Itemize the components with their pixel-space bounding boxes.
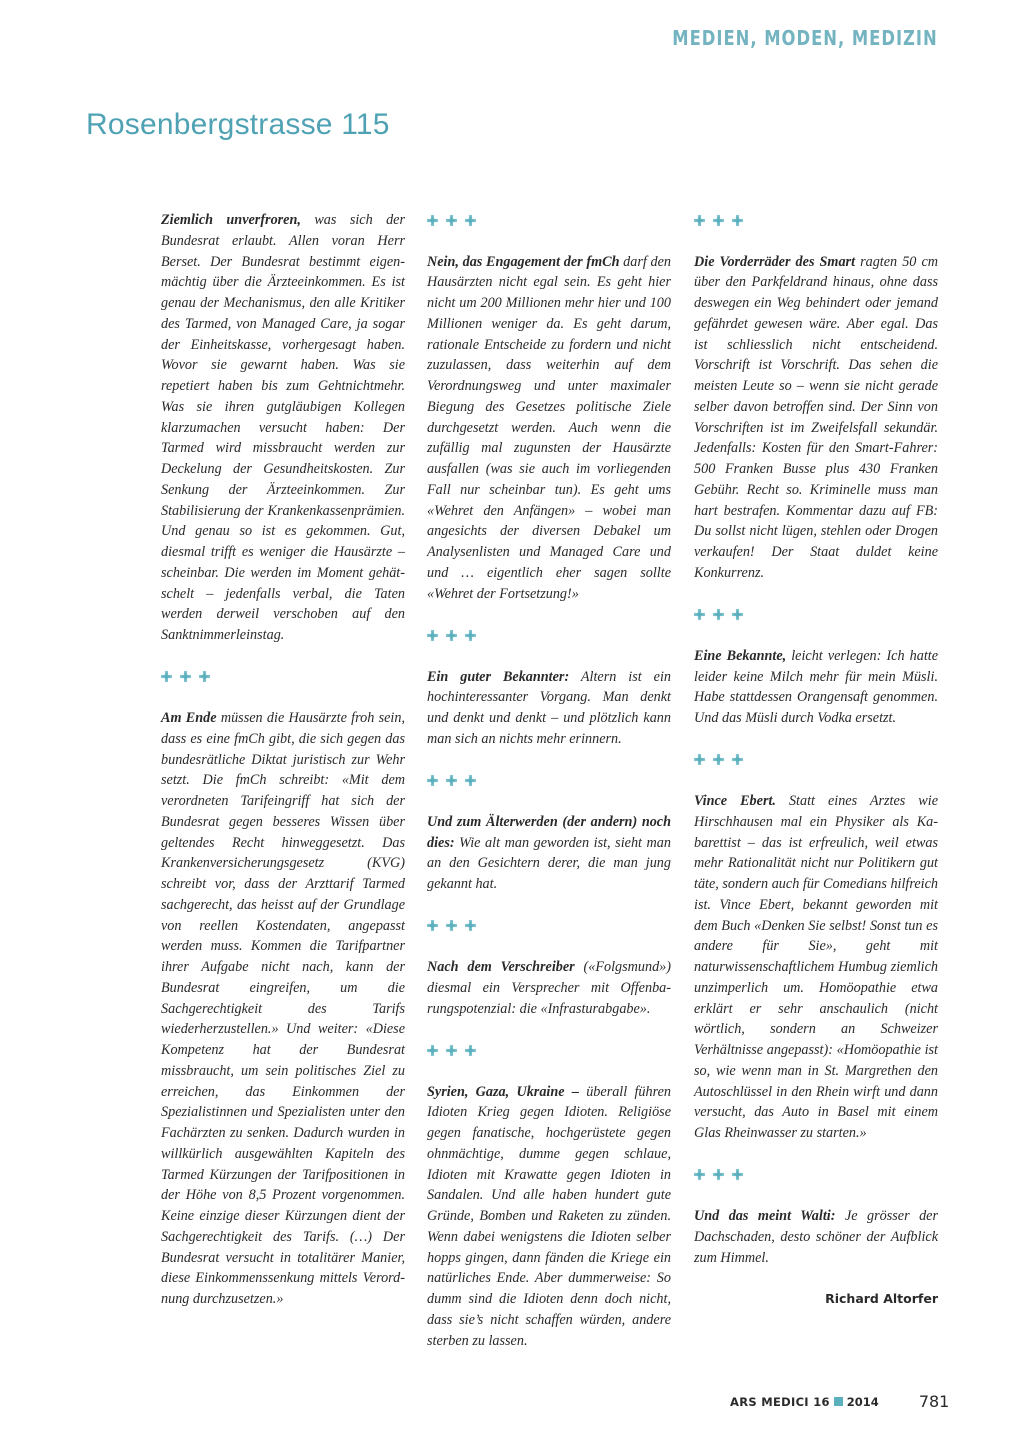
diamond-ornament-icon [446,1045,457,1056]
diamond-ornament-icon [161,671,172,682]
diamond-ornament-icon [427,1045,438,1056]
paragraph-text: müssen die Hausärzte froh sein, dass es eine fmCh gibt, die sich gegen das bundesrätliche Diktat juristisch zur Wehr setzt. Die fmCh schreibt: «Mit dem verordneten Tarifeingriff hat sich der Bundesrat gegen besseres Wissen über geltendes Recht hinweggesetzt. Das Krankenversicherungsgesetz (KVG) schreibt vor, dass der Arzttarif Tarmed sachgerecht, das heisst auf der Grundlage von reellen Kostendaten, angepasst werden muss. Kommen die Tarifpartner ihrer Aufgabe nicht nach, kann der Bundesrat eingreifen, um die Sachgerechtigkeit des Tarifs wiederherzustellen.» Und weiter: «Diese Kompetenz hat der Bundesrat missbraucht, um sein politisches Ziel zu erreichen, das Einkommen der Spezialistinnen und Spezialisten unter den Fachärzten zu senken. Dadurch wurden in willkürlich ausgewählten Kapiteln des Tarmed Kürzungen der Tarifpositionen in der Höhe von 8,5 Prozent vorgenommen. Keine einzige dieser Kürzungen dient der Sachgerechtigkeit des Tarifs. (…) Der Bundesrat versucht in totalitärer Manier, diese Einkommenssenkung mittels Verordnung durchzusetzen.» [161,710,405,1307]
article-paragraph [427,667,671,750]
section-divider [427,916,671,937]
section-header: MEDIEN, MODEN, MEDIZIN [672,26,938,50]
paragraph-lead: Nach dem Verschreiber [427,959,575,975]
diamond-ornament-icon [427,775,438,786]
article-paragraph [694,646,938,729]
paragraph-lead: Am Ende [161,710,217,726]
diamond-ornament-icon [446,775,457,786]
page-title: Rosenbergstrasse 115 [86,108,390,141]
section-divider [427,770,671,791]
column-3 [694,210,938,1310]
section-divider [694,750,938,771]
article-paragraph [694,791,938,1144]
diamond-ornament-icon [427,630,438,641]
diamond-ornament-icon [427,920,438,931]
paragraph-text: leicht verlegen: Ich hatte leider keine Milch mehr für mein Müsli. Habe stattdessen Orangensaft genommen. Und das Müsli durch Vodka ersetzt. [694,647,938,726]
diamond-ornament-icon [694,1169,705,1180]
page-footer [730,1392,949,1411]
diamond-ornament-icon [465,920,476,931]
paragraph-lead: Die Vorderräder des Smart [694,253,856,270]
section-divider [694,1165,938,1186]
section-divider [694,604,938,625]
diamond-ornament-icon [446,920,457,931]
paragraph-lead: Nein, das Engagement der fmCh [427,253,620,270]
article-paragraph [427,252,671,605]
article-paragraph [694,1206,938,1268]
paragraph-text: Wie alt man geworden ist, sieht man an den Gesichtern derer, die man jung gekannt hat. [427,834,671,892]
article-paragraph [427,812,671,895]
footer-year: 2014 [846,1394,879,1409]
article-paragraph [427,957,671,1019]
diamond-ornament-icon [732,754,743,765]
paragraph-lead: Ein guter Bekannter: [427,668,570,685]
diamond-ornament-icon [713,754,724,765]
paragraph-text: Je grösser der Dachschaden, desto schöner der Aufblick zum Himmel. [694,1208,939,1266]
diamond-ornament-icon [694,754,705,765]
paragraph-text: Statt eines Arztes wie Hirschhausen mal ein Physiker als Kabarettist – das ist erfreulich, weil etwas mehr Rationalität nicht nur Politikern gut täte, sondern auch für Comedians hilfreich ist. Vince Ebert, bekannt geworden mit dem Buch «Denken Sie selbst! Sonst tun es andere für Sie», geht mit naturwissenschaftlichem Humbug ziemlich unzimperlich um. Homöopathie etwa erklärt er sehr anschaulich (nicht wörtlich, sondern an Schweizer Verhältnisse angepasst): «Homöopathie ist so, wie wenn man in St. Margrethen den Autoschlüssel in den Rhein wirft und dann versucht, das Auto in Basel mit einem Glas Rheinwasser zu starten.» [694,793,938,1141]
diamond-ornament-icon [465,215,476,226]
paragraph-lead: Vince Ebert. [694,793,776,809]
column-1 [161,210,405,1310]
diamond-ornament-icon [446,215,457,226]
paragraph-lead: Syrien, Gaza, Ukraine – [427,1083,579,1100]
page-number: 781 [918,1392,950,1411]
section-divider [427,625,671,646]
diamond-ornament-icon [446,630,457,641]
diamond-ornament-icon [694,215,705,226]
paragraph-text: Altern ist ein hochinteressanter Vorgang. Man denkt und denkt und denkt – und plötzlich kann man sich an nichts mehr erinnern. [427,668,671,747]
paragraph-lead: Und zum Älterwerden (der andern) noch dies: [427,813,671,851]
diamond-ornament-icon [199,671,210,682]
article-paragraph [427,1082,671,1352]
diamond-ornament-icon [180,671,191,682]
author-name: Richard Altorfer [825,1291,938,1306]
article-paragraph [161,210,405,646]
diamond-ornament-icon [427,215,438,226]
square-icon [834,1397,843,1406]
article-paragraph [694,252,938,584]
paragraph-lead: Ziemlich unverfroren, [161,212,301,228]
diamond-ornament-icon [694,609,705,620]
section-divider [161,667,405,688]
paragraph-text: überall führen Idioten Krieg gegen Idioten. Religiöse gegen fanatische, hochgerüstete gegen ohnmächtige, dumme gegen schlaue, Idioten mit Krawatte gegen Idioten in Sandalen. Und alle haben hundert gute Gründe, Bomben und Raketen zu zünden. Wenn dabei wenigstens die Idioten selber hopps gingen, dann fänden die Kriege ein natürliches Ende. Aber dummerweise: So dumm sind die Idioten denn doch nicht, dass sie’s nicht schaffen würden, andere sterben zu lassen. [427,1083,671,1349]
section-divider [694,210,938,231]
diamond-ornament-icon [732,1169,743,1180]
paragraph-text: darf den Hausärzten nicht egal sein. Es geht hier nicht um 200 Millionen mehr hier und 100 Millionen weniger da. Es geht darum, rationale Entscheide zu fordern und nicht zuzulassen, dass weiterhin auf dem Verordnungsweg und unter maximaler Biegung des Gesetzes politische Ziele durchgesetzt werden. Auch wenn die zufällig mal zugunsten der Hausärzte ausfallen (was sie auch im vorliegenden Fall nur scheinbar tun). Es geht ums «Wehret den Anfängen» – wobei man angesichts der diversen Debakel um Analysenlisten und Managed Care und und … eigentlich eher sagen sollte «Wehret der Fortsetzung!» [427,253,671,602]
diamond-ornament-icon [465,775,476,786]
diamond-ornament-icon [465,1045,476,1056]
diamond-ornament-icon [732,215,743,226]
section-divider [427,1040,671,1061]
footer-journal: ARS MEDICI 16 [730,1394,830,1409]
paragraph-lead: Eine Bekannte, [694,647,787,664]
paragraph-text: ragten 50 cm über den Parkfeldrand hinaus, ohne dass deswegen ein Weg behindert oder jemand gefährdet gewesen wäre. Aber egal. Das ist schliesslich nicht entscheidend. Vorschrift ist Vorschrift. Das sehen die meisten Leute so – wenn sie nicht gerade selber davon betroffen sind. Der Sinn von Vorschriften ist im Zweifelsfall sekundär. Jedenfalls: Kosten für den Smart-Fahrer: 500 Franken Busse plus 430 Franken Gebühr. Recht so. Kriminelle muss man hart bestrafen. Kommentar dazu auf FB: Du sollst nicht lügen, stehlen oder Drogen verkaufen! Der Staat duldet keine Konkurrenz. [694,253,938,581]
section-divider [427,210,671,231]
diamond-ornament-icon [713,215,724,226]
diamond-ornament-icon [713,1169,724,1180]
diamond-ornament-icon [732,609,743,620]
article-paragraph [161,708,405,1310]
diamond-ornament-icon [713,609,724,620]
paragraph-lead: Und das meint Walti: [694,1208,836,1224]
column-2 [427,210,671,1351]
paragraph-text: was sich der Bundesrat erlaubt. Allen voran Herr Berset. Der Bundesrat bestimmt eigenmächtig über die Ärzteeinkommen. Es ist genau der Mechanismus, den alle Kritiker des Tarmed, von Managed Care, ja sogar der Einheitskasse, vorhergesagt haben. Wovor sie gewarnt haben. Was sie repetiert haben bis zum Gehtnichtmehr. Was sie ihren gutgläubigen Kollegen klarzumachen versucht haben: Der Tarmed wird missbraucht werden zur Deckelung der Gesundheitskosten. Zur Senkung der Ärzteeinkommen. Zur Stabilisierung der Krankenkassenprämien. Und genau so ist es gekommen. Gut, diesmal trifft es weniger die Hausärzte – scheinbar. Die werden im Moment gehätschelt – jedenfalls verbal, die Taten werden derweil verschoben auf den Sanktnimmerleinstag. [161,212,405,643]
diamond-ornament-icon [465,630,476,641]
paragraph-text: («Folgsmund») diesmal ein Versprecher mit Offenbarungspotenzial: die «Infrasturabgabe». [427,959,671,1017]
